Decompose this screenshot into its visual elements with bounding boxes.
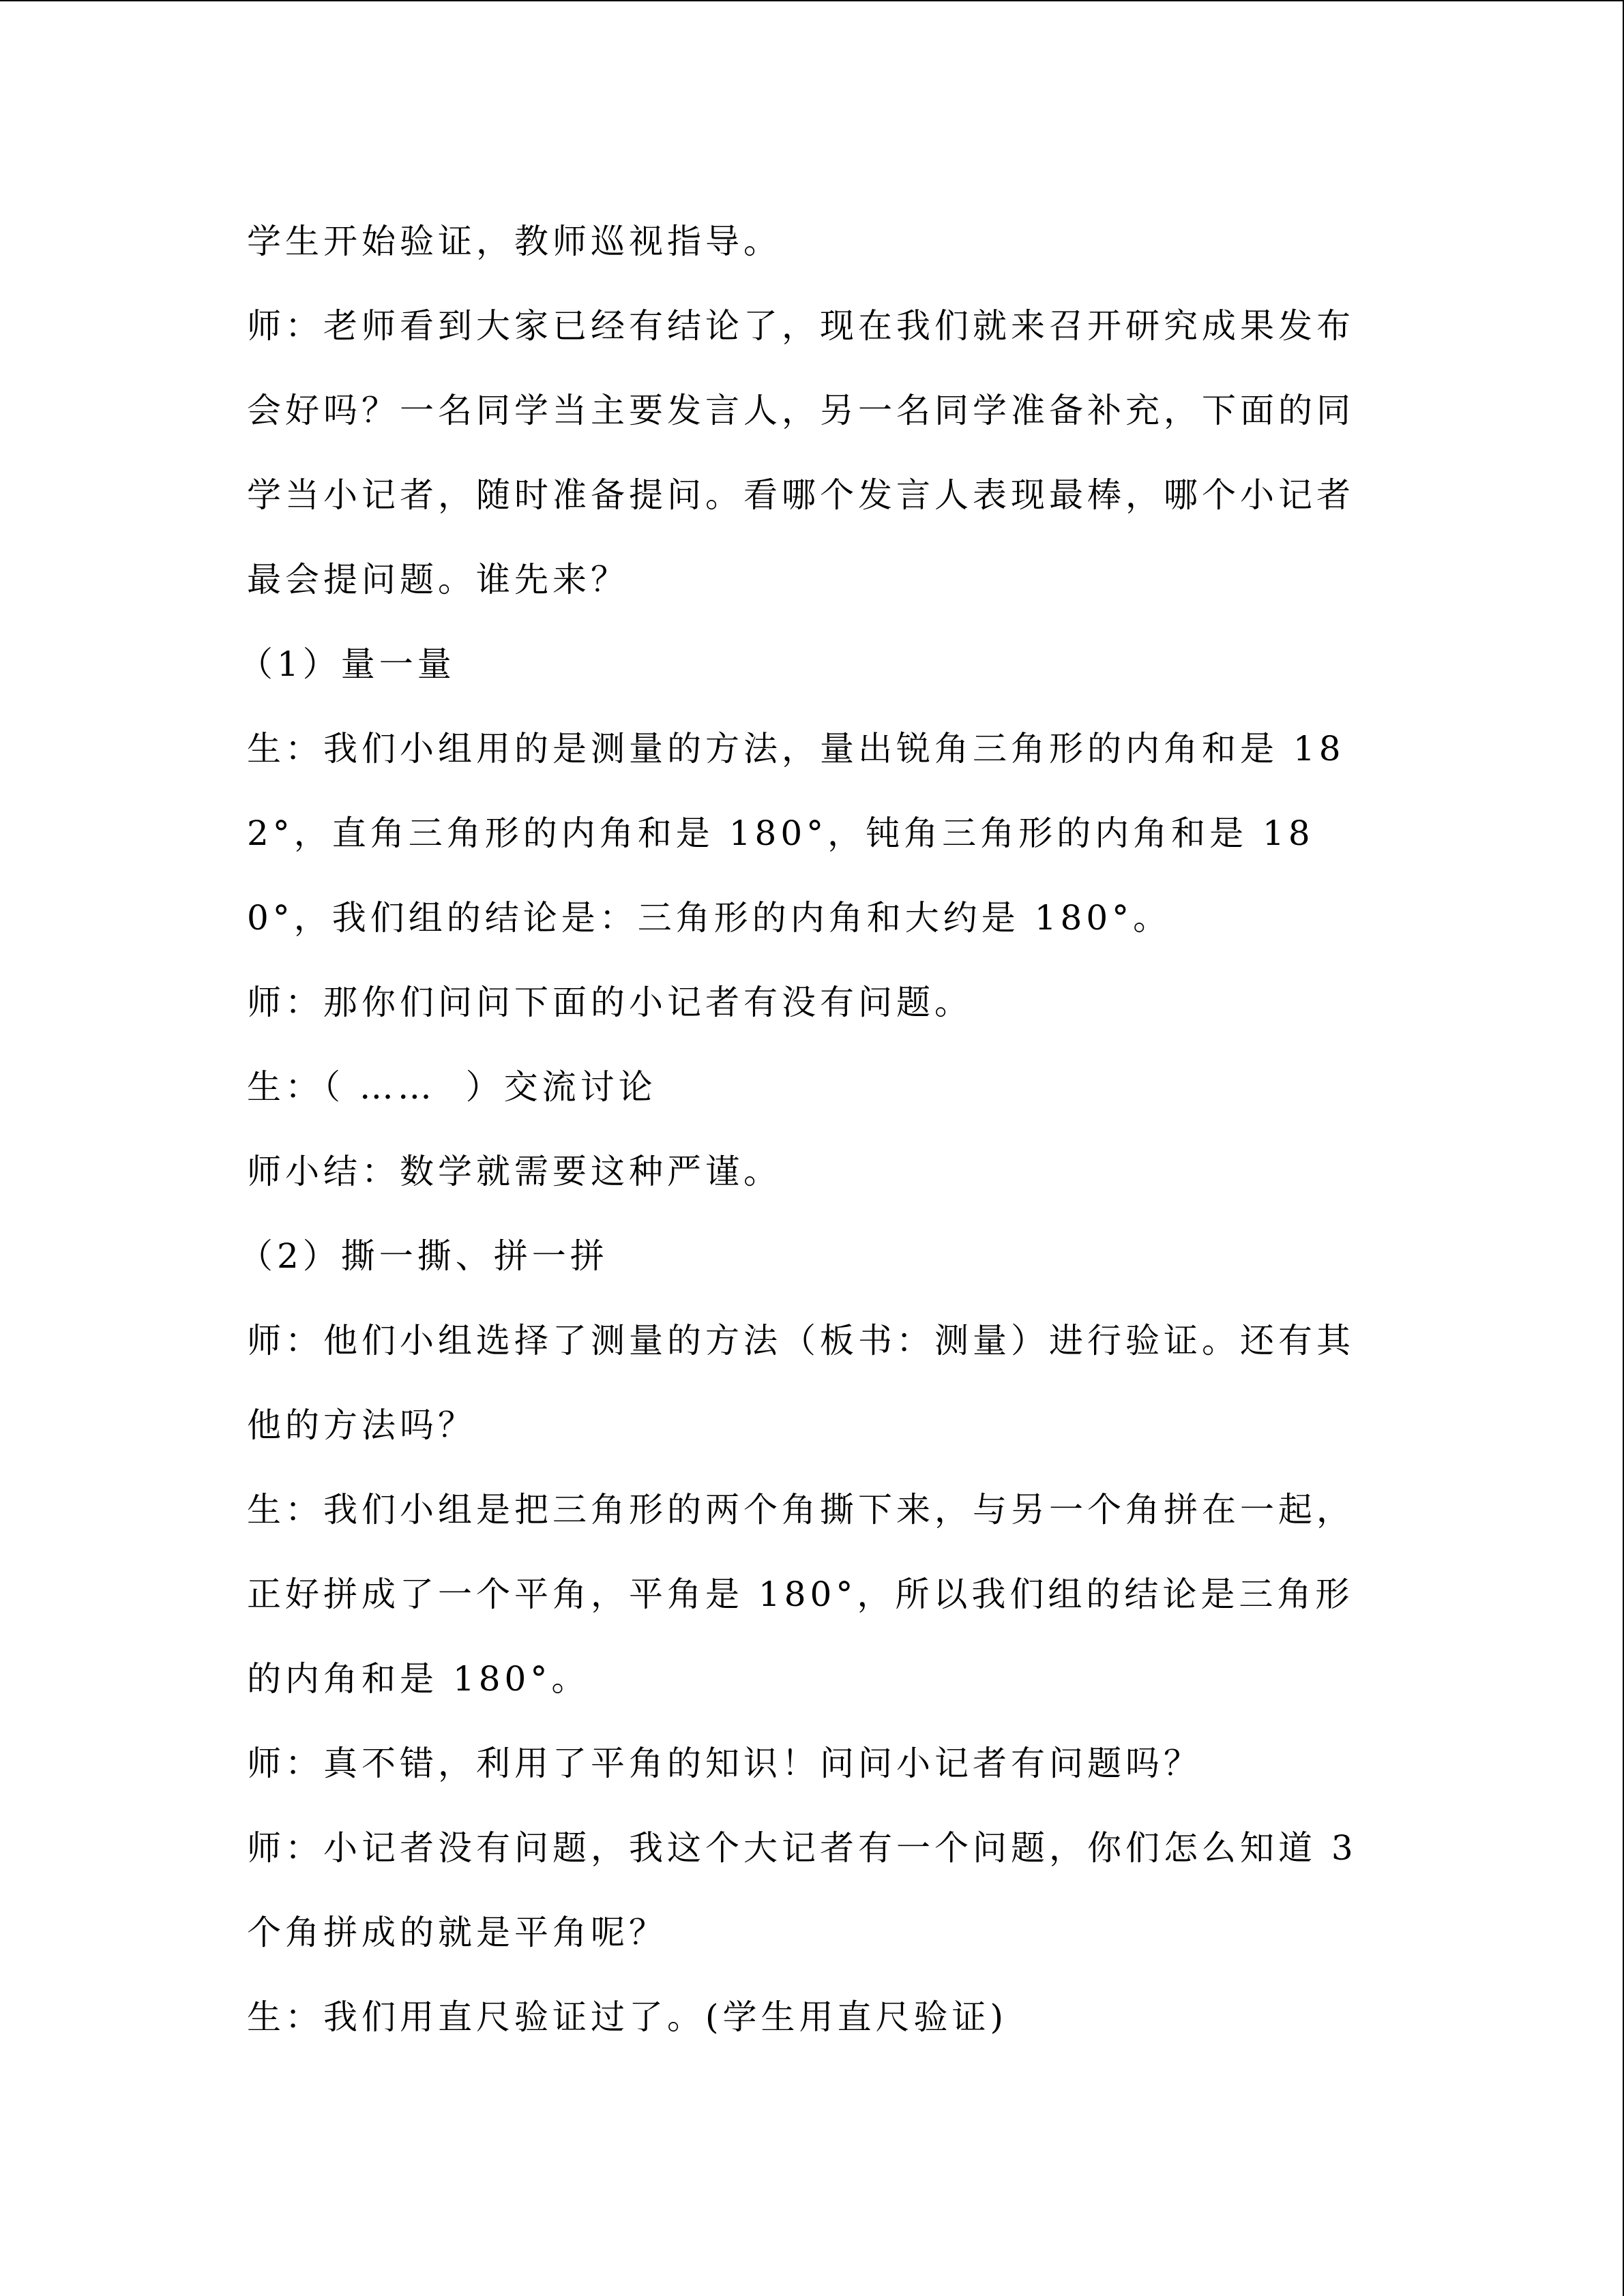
paragraph-teacher-praise: 师：真不错，利用了平角的知识！问问小记者有问题吗？ (247, 1744, 1202, 1783)
paragraph-verification-start: 学生开始验证，教师巡视指导。 (247, 222, 782, 261)
paragraph-teacher-intro: 师：老师看到大家已经有结论了，现在我们就来召开研究成果发布会好吗？一名同学当主要发言人，另一名同学准备补充，下面的同学当小记者，随时准备提问。看哪个发言人表现最棒，哪个小记者最会提问题。谁先来？ (247, 306, 1355, 599)
paragraph-teacher-other-methods: 师：他们小组选择了测量的方法（板书：测量）进行验证。还有其他的方法吗？ (247, 1321, 1355, 1445)
paragraph-teacher-ask: 师：那你们问问下面的小记者有没有问题。 (247, 983, 973, 1022)
section-heading-measure: （1）量一量 (239, 644, 456, 684)
paragraph-teacher-question: 师：小记者没有问题，我这个大记者有一个问题，你们怎么知道 3 个角拼成的就是平角呢？ (247, 1828, 1372, 1952)
paragraph-student-ruler: 生：我们用直尺验证过了。(学生用直尺验证) (247, 1997, 1008, 2037)
paragraph-student-discuss: 生：（ …… ）交流讨论 (247, 1067, 657, 1107)
document-body (239, 199, 1379, 2059)
paragraph-teacher-summary: 师小结：数学就需要这种严谨。 (247, 1152, 782, 1191)
paragraph-student-tear: 生：我们小组是把三角形的两个角撕下来，与另一个角拼在一起，正好拼成了一个平角，平角是 180°，所以我们组的结论是三角形的内角和是 180°。 (247, 1490, 1355, 1699)
section-heading-tear-assemble: （2）撕一撕、拼一拼 (239, 1236, 608, 1276)
paragraph-student-measure: 生：我们小组用的是测量的方法，量出锐角三角形的内角和是 182°，直角三角形的内角和是 180°，钝角三角形的内角和是 180°，我们组的结论是：三角形的内角和大约是 180°。 (247, 729, 1345, 938)
